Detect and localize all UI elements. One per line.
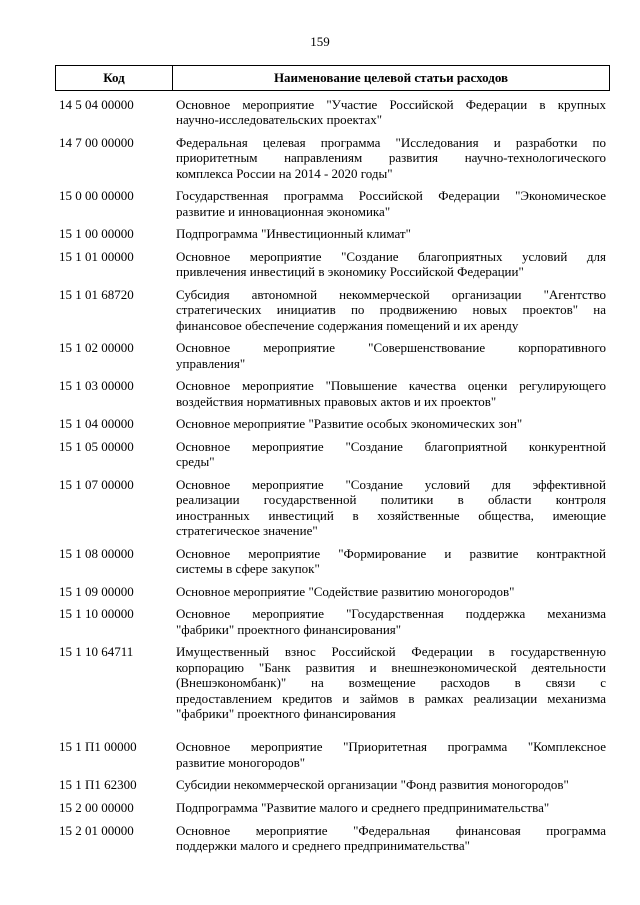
row-name-line: Основное мероприятие "Повышение качества оценки регулирующего xyxy=(176,378,606,394)
row-name xyxy=(176,226,606,241)
row-name xyxy=(176,416,606,431)
table-row xyxy=(55,477,610,539)
column-header-code: Код xyxy=(56,66,173,90)
row-name-line: "фабрики" проектного финансирования xyxy=(176,706,396,722)
row-name-line: Основное мероприятие "Создание благоприятной конкурентной xyxy=(176,439,606,454)
row-name xyxy=(176,546,606,577)
table-row xyxy=(55,823,610,854)
row-name-line: Основное мероприятие "Приоритетная программа "Комплексное xyxy=(176,739,606,755)
row-code: 15 0 00 00000 xyxy=(59,188,134,204)
row-name-line: управления" xyxy=(176,355,246,371)
row-name-line: системы в сфере закупок" xyxy=(176,561,320,577)
row-code: 15 2 00 00000 xyxy=(59,800,134,816)
row-code: 15 1 08 00000 xyxy=(59,545,134,561)
table-row xyxy=(55,226,610,241)
row-name xyxy=(176,249,606,280)
row-code: 15 1 10 64711 xyxy=(59,644,134,660)
row-name xyxy=(176,378,606,409)
row-code: 15 1 05 00000 xyxy=(59,439,134,454)
column-header-name: Наименование целевой статьи расходов xyxy=(273,70,509,85)
table-row xyxy=(55,739,610,770)
table-header xyxy=(55,65,610,91)
row-name-line: Основное мероприятие "Государственная поддержка механизма xyxy=(176,606,606,622)
row-name-line: Федеральная целевая программа "Исследования и разработки по xyxy=(176,135,606,150)
table-row xyxy=(55,584,610,599)
row-name-line: иностранных инвестиций в хозяйственные общества, имеющие xyxy=(176,507,606,523)
row-code: 15 1 04 00000 xyxy=(59,416,134,432)
table-row xyxy=(55,644,610,721)
table-body xyxy=(55,97,610,853)
row-name-line: научно-исследовательских проектах" xyxy=(176,112,383,128)
row-name xyxy=(176,97,606,128)
table-row xyxy=(55,800,610,815)
row-name xyxy=(176,439,606,470)
row-name-line: Субсидия автономной некоммерческой организации "Агентство xyxy=(176,287,606,302)
row-name xyxy=(176,477,606,539)
row-name-line: "фабрики" проектного финансирования" xyxy=(176,621,402,637)
row-name-line: комплекса России на 2014 - 2020 годы" xyxy=(176,165,393,181)
row-name xyxy=(176,823,606,854)
row-name-line: развитие и инновационная экономика" xyxy=(176,203,391,219)
row-code: 15 1 02 00000 xyxy=(59,340,134,356)
row-name-line: Имущественный взнос Российской Федерации в государственную xyxy=(176,644,606,660)
row-name xyxy=(176,606,606,637)
table-row xyxy=(55,287,610,333)
row-code: 14 7 00 00000 xyxy=(59,135,134,150)
row-name xyxy=(176,800,606,815)
row-name-line: развитие моногородов" xyxy=(176,754,306,770)
table-row xyxy=(55,777,610,792)
row-name-line: Государственная программа Российской Федерации "Экономическое xyxy=(176,188,606,204)
row-name-line: Основное мероприятие "Совершенствование корпоративного xyxy=(176,340,606,356)
row-code: 15 1 00 00000 xyxy=(59,226,134,242)
row-name-line: Субсидии некоммерческой организации "Фонд развития моногородов" xyxy=(176,777,569,793)
row-name-line: (Внешэкономбанк)" на возмещение расходов в связи с xyxy=(176,675,606,691)
table-row xyxy=(55,439,610,470)
row-name xyxy=(176,777,606,792)
row-name-line: Основное мероприятие "Создание условий для эффективной xyxy=(176,477,606,492)
table-row xyxy=(55,606,610,637)
table-row xyxy=(55,135,610,181)
row-code: 15 1 07 00000 xyxy=(59,477,134,492)
row-name-line: Основное мероприятие "Формирование и развитие контрактной xyxy=(176,545,606,561)
row-name xyxy=(176,135,606,181)
row-name-line: Основное мероприятие "Содействие развитию моногородов" xyxy=(176,583,515,599)
row-name xyxy=(176,188,606,219)
row-name-line: предоставлением кредитов и займов в рамках реализации механизма xyxy=(176,690,606,706)
table-row xyxy=(55,340,610,371)
table-row xyxy=(55,416,610,431)
row-name-line: приоритетным направлениям развития научно-технологического xyxy=(176,150,606,166)
row-name-line: стратегическое значение" xyxy=(176,523,318,539)
row-name xyxy=(176,584,606,599)
table-row xyxy=(55,378,610,409)
row-code: 15 1 01 00000 xyxy=(59,249,134,264)
table-row xyxy=(55,249,610,280)
row-name-line: Основное мероприятие "Федеральная финансовая программа xyxy=(176,822,606,838)
row-code: 15 1 П1 00000 xyxy=(59,739,137,755)
row-name-line: стратегических инициатив по продвижению новых проектов" на xyxy=(176,302,606,318)
row-code: 15 1 03 00000 xyxy=(59,378,134,394)
row-code: 15 1 П1 62300 xyxy=(59,777,137,793)
row-name xyxy=(176,739,606,770)
page-number: 159 xyxy=(310,34,330,49)
row-name-line: Основное мероприятие "Развитие особых экономических зон" xyxy=(176,416,523,432)
row-code: 15 1 09 00000 xyxy=(59,583,134,599)
row-name xyxy=(176,287,606,333)
row-name-line: реализации государственной политики в области контроля xyxy=(176,492,606,508)
budget-table xyxy=(55,65,610,853)
row-code: 15 1 01 68720 xyxy=(59,287,134,302)
row-name-line: Подпрограмма "Развитие малого и среднего предпринимательства" xyxy=(176,800,550,816)
row-name-line: корпорацию "Банк развития и внешнеэкономической деятельности xyxy=(176,659,606,675)
row-name-line: поддержки малого и среднего предпринимательства" xyxy=(176,838,470,854)
row-name-line: Основное мероприятие "Создание благоприятных условий для xyxy=(176,249,606,264)
row-name-line: воздействия нормативных правовых актов и их проектов" xyxy=(176,393,497,409)
row-name-line: Основное мероприятие "Участие Российской Федерации в крупных xyxy=(176,97,606,112)
row-code: 14 5 04 00000 xyxy=(59,97,134,112)
row-code: 15 2 01 00000 xyxy=(59,822,134,838)
row-name-line: финансовое обеспечение содержания помещений и их аренду xyxy=(176,317,519,333)
table-row xyxy=(55,546,610,577)
row-name xyxy=(176,644,606,721)
row-name-line: привлечения инвестиций в экономику Российской Федерации" xyxy=(176,264,524,280)
table-row xyxy=(55,97,610,128)
table-row xyxy=(55,188,610,219)
row-name xyxy=(176,340,606,371)
row-name-line: Подпрограмма "Инвестиционный климат" xyxy=(176,226,411,242)
row-name-line: среды" xyxy=(176,454,215,470)
row-code: 15 1 10 00000 xyxy=(59,606,134,622)
